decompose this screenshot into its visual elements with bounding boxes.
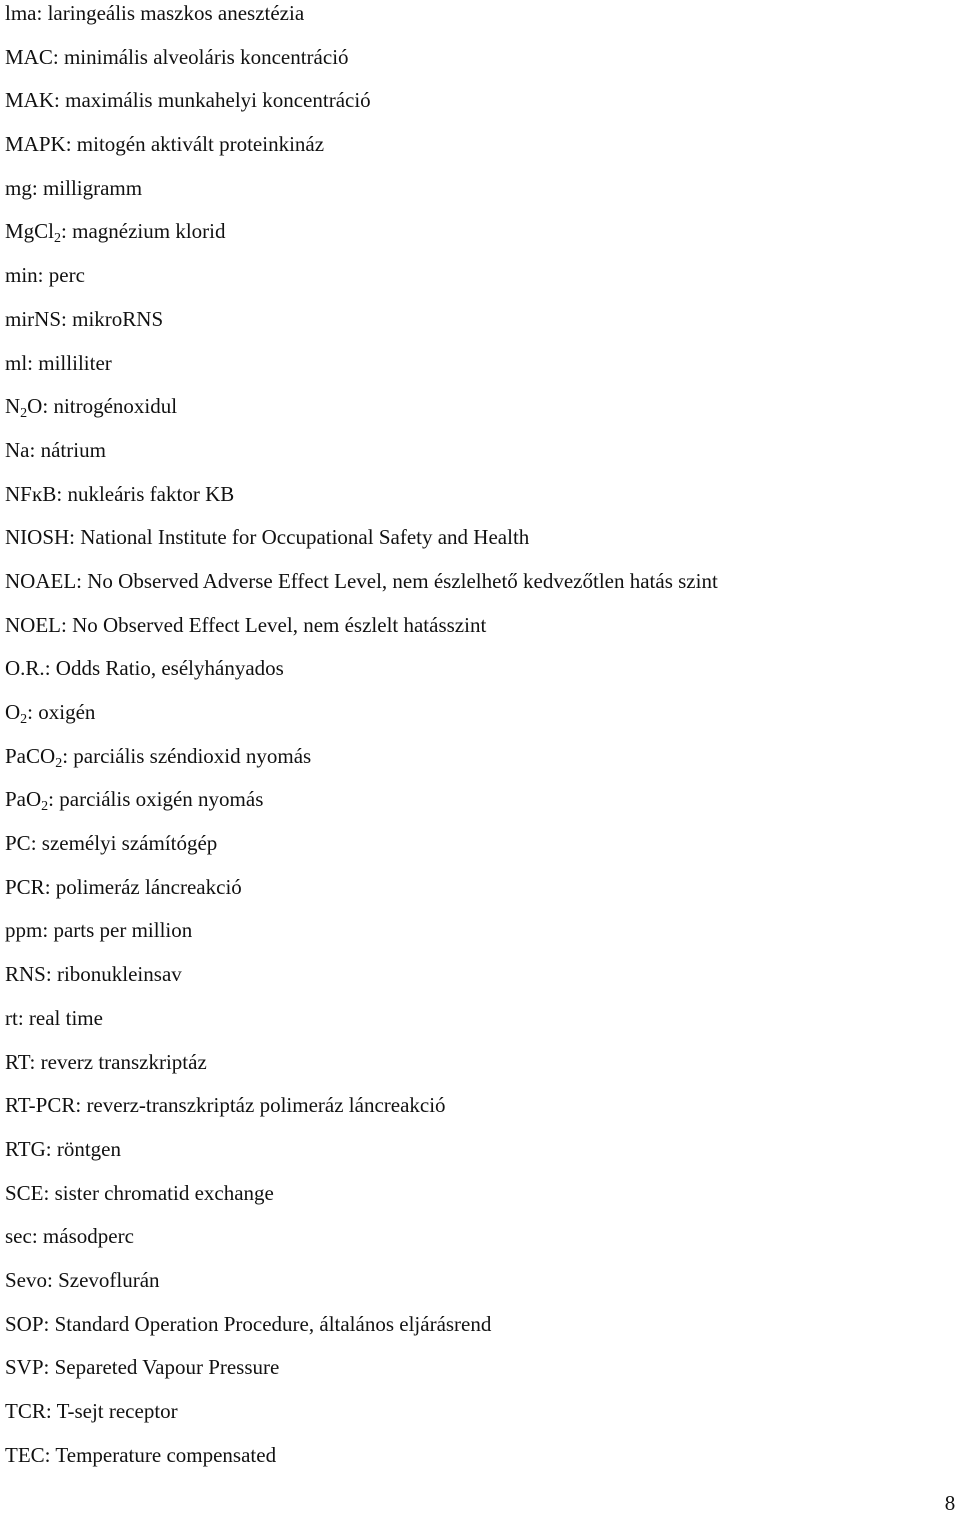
separator: : <box>76 568 88 593</box>
abbreviation-entry <box>5 87 945 131</box>
abbreviation-entry <box>5 961 945 1005</box>
separator: : <box>17 1005 29 1030</box>
abbreviation-entry <box>5 218 945 262</box>
abbreviation-term: NIOSH <box>5 525 70 550</box>
abbreviation-subscript: 2 <box>55 755 63 771</box>
separator: : <box>37 263 49 288</box>
abbreviation-term: SOP <box>5 1311 44 1336</box>
page-number: 8 <box>944 1491 956 1515</box>
separator: : <box>45 962 57 987</box>
abbreviation-definition: Separeted Vapour Pressure <box>54 1355 280 1380</box>
abbreviation-definition: oxigén <box>38 700 96 724</box>
abbreviation-term: MAPK <box>5 132 66 157</box>
separator: : <box>45 1136 57 1161</box>
separator: : <box>42 394 54 419</box>
abbreviation-entry <box>5 1005 945 1049</box>
abbreviation-entry <box>5 1267 945 1311</box>
separator: : <box>54 88 66 113</box>
abbreviation-term: rt <box>5 1005 18 1030</box>
separator: : <box>45 1399 57 1423</box>
abbreviation-definition: parts per million <box>53 918 193 943</box>
abbreviation-definition: nitrogénoxidul <box>53 394 178 419</box>
abbreviation-entry <box>5 655 945 699</box>
separator: : <box>65 132 77 157</box>
abbreviation-term: RNS <box>5 962 46 987</box>
abbreviation-term: lma <box>5 1 37 25</box>
abbreviation-entry <box>5 131 945 175</box>
abbreviation-term: sec <box>5 1224 32 1249</box>
abbreviation-entry <box>5 612 945 656</box>
abbreviation-definition: Standard Operation Procedure, általános eljárásrend <box>54 1311 492 1336</box>
abbreviation-term: PCR <box>5 874 45 899</box>
abbreviation-definition: másodperc <box>42 1224 134 1249</box>
separator: : <box>29 1049 41 1074</box>
abbreviation-term: MgCl <box>5 219 55 244</box>
abbreviation-entry <box>5 262 945 306</box>
abbreviation-term: N <box>5 394 21 419</box>
separator: : <box>69 525 81 550</box>
abbreviation-entry <box>5 568 945 612</box>
separator: : <box>52 44 64 69</box>
abbreviation-definition: sister chromatid exchange <box>54 1180 274 1205</box>
abbreviation-definition: mitogén aktivált proteinkináz <box>76 132 325 157</box>
abbreviation-term: O <box>5 700 21 724</box>
abbreviation-term-suffix: O <box>27 394 43 419</box>
abbreviation-definition: No Observed Effect Level, nem észlelt hatásszint <box>72 612 487 637</box>
abbreviation-term: MAC <box>5 44 53 69</box>
abbreviation-definition: reverz-transzkriptáz polimeráz láncreakció <box>86 1093 446 1118</box>
abbreviation-definition: személyi számítógép <box>41 831 218 856</box>
abbreviation-entry <box>5 1049 945 1093</box>
abbreviation-entry <box>5 1311 945 1355</box>
abbreviation-subscript: 2 <box>20 712 28 727</box>
abbreviation-definition: No Observed Adverse Effect Level, nem észlelhető kedvezőtlen hatás szint <box>87 568 718 593</box>
abbreviation-term: min <box>5 263 38 288</box>
abbreviation-entry <box>5 830 945 874</box>
abbreviation-entry <box>5 1223 945 1267</box>
abbreviation-definition: Szevoflurán <box>58 1267 160 1292</box>
separator: : <box>30 831 42 856</box>
abbreviation-term: RT <box>5 1049 30 1074</box>
abbreviation-term: TEC <box>5 1442 45 1467</box>
abbreviation-definition: real time <box>28 1005 103 1030</box>
separator: : <box>43 1180 55 1205</box>
abbreviation-term: Sevo <box>5 1267 47 1292</box>
abbreviation-entry <box>5 699 945 743</box>
abbreviation-term: MAK <box>5 88 55 113</box>
abbreviation-term: PaCO <box>5 743 56 768</box>
abbreviation-definition: milligramm <box>42 175 143 200</box>
abbreviation-definition: röntgen <box>56 1136 121 1161</box>
abbreviation-entry <box>5 524 945 568</box>
abbreviation-entry <box>5 743 945 787</box>
abbreviation-term: Na <box>5 437 30 462</box>
separator: : <box>36 1 48 25</box>
abbreviation-definition: T-sejt receptor <box>56 1399 178 1423</box>
separator: : <box>27 700 39 724</box>
abbreviation-entry <box>5 1092 945 1136</box>
abbreviation-entry <box>5 786 945 830</box>
separator: : <box>44 1442 56 1467</box>
separator: : <box>47 1267 59 1292</box>
separator: : <box>44 656 56 681</box>
abbreviation-entry <box>5 306 945 350</box>
abbreviation-subscript: 2 <box>54 231 62 247</box>
separator: : <box>61 219 73 244</box>
abbreviation-entry <box>5 175 945 219</box>
abbreviation-term: NFĸB <box>5 481 57 506</box>
abbreviation-entry <box>5 1398 945 1442</box>
abbreviation-term: ppm <box>5 918 43 943</box>
abbreviation-entry <box>5 44 945 88</box>
abbreviation-definition: mikroRNS <box>72 306 164 331</box>
abbreviation-entry <box>5 1136 945 1180</box>
separator: : <box>61 306 73 331</box>
abbreviation-term: RTG <box>5 1136 46 1161</box>
abbreviation-definition: laringeális maszkos anesztézia <box>47 1 305 25</box>
abbreviation-definition: magnézium klorid <box>72 219 226 244</box>
abbreviation-definition: polimeráz láncreakció <box>55 874 242 899</box>
separator: : <box>56 481 68 506</box>
abbreviation-entry <box>5 0 945 44</box>
abbreviation-term: mirNS <box>5 306 62 331</box>
abbreviation-entry <box>5 350 945 394</box>
abbreviation-entry <box>5 481 945 525</box>
abbreviation-definition: minimális alveoláris koncentráció <box>63 44 349 69</box>
abbreviation-definition: Odds Ratio, esélyhányados <box>55 656 284 681</box>
abbreviation-term: PC <box>5 831 31 856</box>
abbreviation-term: mg <box>5 175 32 200</box>
separator: : <box>43 1311 55 1336</box>
abbreviation-entry <box>5 917 945 961</box>
abbreviation-term: SCE <box>5 1180 44 1205</box>
abbreviation-definition: milliliter <box>38 350 112 375</box>
abbreviation-entry <box>5 437 945 481</box>
abbreviation-definition: parciális széndioxid nyomás <box>73 743 312 768</box>
abbreviation-term: SVP <box>5 1355 44 1380</box>
abbreviation-term: TCR <box>5 1399 46 1423</box>
abbreviation-definition: perc <box>48 263 85 288</box>
abbreviation-definition: ribonukleinsav <box>56 962 182 987</box>
abbreviation-definition: nukleáris faktor KB <box>67 481 235 506</box>
abbreviation-entry <box>5 1354 945 1398</box>
separator: : <box>62 743 74 768</box>
separator: : <box>75 1093 87 1118</box>
abbreviation-entry <box>5 393 945 437</box>
abbreviation-definition: National Institute for Occupational Safety and Health <box>80 525 530 550</box>
separator: : <box>31 1224 43 1249</box>
abbreviation-entry <box>5 1442 945 1486</box>
separator: : <box>61 612 73 637</box>
separator: : <box>44 874 56 899</box>
abbreviation-entry <box>5 1180 945 1224</box>
separator: : <box>48 787 60 812</box>
abbreviation-term: RT-PCR <box>5 1093 76 1118</box>
separator: : <box>42 918 54 943</box>
abbreviation-term: NOEL <box>5 612 61 637</box>
abbreviation-subscript: 2 <box>20 406 28 422</box>
abbreviation-entry <box>5 874 945 918</box>
abbreviation-term: O.R. <box>5 656 45 681</box>
separator: : <box>31 175 43 200</box>
separator: : <box>43 1355 55 1380</box>
abbreviation-term: NOAEL <box>5 568 77 593</box>
abbreviation-list <box>5 0 945 1485</box>
separator: : <box>29 437 41 462</box>
separator: : <box>27 350 39 375</box>
abbreviation-subscript: 2 <box>41 799 49 815</box>
abbreviation-definition: Temperature compensated <box>55 1442 277 1467</box>
abbreviation-definition: nátrium <box>40 437 106 462</box>
abbreviation-term: ml <box>5 350 28 375</box>
abbreviation-definition: reverz transzkriptáz <box>40 1049 207 1074</box>
abbreviation-term: PaO <box>5 787 42 812</box>
abbreviation-definition: parciális oxigén nyomás <box>59 787 264 812</box>
abbreviation-definition: maximális munkahelyi koncentráció <box>65 88 371 113</box>
